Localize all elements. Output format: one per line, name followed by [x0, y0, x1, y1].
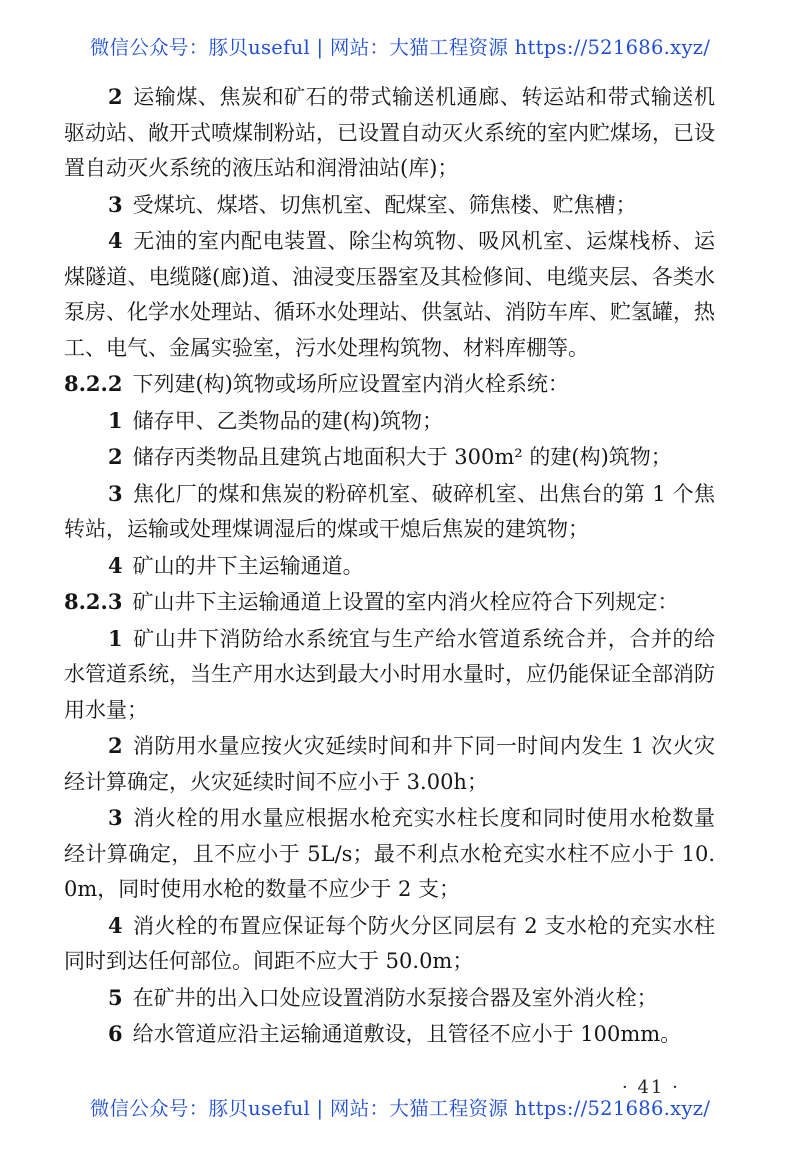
section-heading	[64, 584, 715, 621]
item-text: 消火栓的用水量应根据水枪充实水柱长度和同时使用水枪数量经计算确定，且不应小于 5L/s；最不利点水枪充实水柱不应小于 10.0m，同时使用水枪的数量不应少于 2 支；	[64, 806, 715, 901]
item-number: 1	[108, 625, 123, 651]
item-number: 4	[108, 228, 123, 253]
item-text: 消防用水量应按火灾延续时间和井下同一时间内发生 1 次火灾经计算确定，火灾延续时间不应小于 3.00h；	[64, 734, 715, 794]
item-text: 运输煤、焦炭和矿石的带式输送机通廊、转运站和带式输送机驱动站、敞开式喷煤制粉站，已设置自动灭火系统的室内贮煤场，已设置自动灭火系统的液压站和润滑油站(库)；	[64, 85, 715, 180]
item-number: 4	[108, 552, 123, 578]
item-text: 无油的室内配电装置、除尘构筑物、吸风机室、运煤栈桥、运煤隧道、电缆隧(廊)道、油浸变压器室及其检修间、电缆夹层、各类水泵房、化学水处理站、循环水处理站、供氢站、消防车库、贮氢罐，热工、电气、金属实验室，污水处理构筑物、材料库棚等。	[64, 229, 715, 360]
page-number: · 41 ·	[622, 1077, 680, 1098]
list-item	[64, 800, 715, 908]
section-heading	[64, 366, 715, 403]
item-text: 储存丙类物品且建筑占地面积大于 300m² 的建(构)筑物；	[132, 445, 672, 469]
item-text: 消火栓的布置应保证每个防火分区同层有 2 支水枪的充实水柱同时到达任何部位。间距不应大于 50.0m；	[64, 913, 715, 973]
list-item	[64, 439, 715, 476]
list-item	[64, 980, 715, 1017]
item-number: 1	[108, 407, 123, 433]
list-item	[64, 728, 715, 800]
item-text: 在矿井的出入口处应设置消防水泵接合器及室外消火栓；	[132, 985, 658, 1010]
list-item	[64, 621, 715, 729]
list-item	[64, 187, 715, 224]
section-number: 8.2.3	[64, 589, 123, 614]
item-text: 矿山的井下主运输通道。	[132, 553, 364, 578]
item-number: 2	[108, 733, 123, 758]
item-text: 受煤坑、煤塔、切焦机室、配煤室、筛焦楼、贮焦槽；	[132, 192, 637, 217]
item-number: 2	[108, 84, 123, 109]
section-number: 8.2.2	[64, 371, 123, 396]
item-number: 3	[108, 191, 123, 217]
item-text: 给水管道应沿主运输通道敷设，且管径不应小于 100mm。	[132, 1022, 682, 1046]
section-text: 下列建(构)筑物或场所应设置室内消火栓系统：	[132, 372, 569, 396]
list-item	[64, 548, 715, 585]
item-number: 4	[108, 912, 123, 938]
list-item	[64, 403, 715, 440]
list-item	[64, 476, 715, 548]
item-text: 矿山井下消防给水系统宜与生产给水管道系统合并，合并的给水管道系统，当生产用水达到最大小时用水量时，应仍能保证全部消防用水量；	[64, 626, 715, 722]
list-item	[64, 908, 715, 980]
item-text: 储存甲、乙类物品的建(构)筑物；	[132, 408, 444, 433]
item-number: 3	[108, 805, 123, 830]
list-item	[64, 1016, 715, 1053]
section-text: 矿山井下主运输通道上设置的室内消火栓应符合下列规定：	[132, 590, 679, 614]
list-item	[64, 223, 715, 366]
document-body	[64, 79, 715, 1053]
item-text: 焦化厂的煤和焦炭的粉碎机室、破碎机室、出焦台的第 1 个焦转站，运输或处理煤调湿后的煤或干熄后焦炭的建筑物；	[64, 481, 715, 541]
list-item	[64, 79, 715, 187]
watermark-top: 微信公众号：豚贝useful | 网站：大猫工程资源 https://521686.xyz/	[89, 36, 711, 59]
item-number: 5	[108, 984, 123, 1010]
watermark-bottom: 微信公众号：豚贝useful | 网站：大猫工程资源 https://521686.xyz/	[89, 1097, 711, 1120]
item-number: 3	[108, 480, 123, 506]
item-number: 2	[108, 444, 123, 469]
item-number: 6	[108, 1021, 123, 1046]
